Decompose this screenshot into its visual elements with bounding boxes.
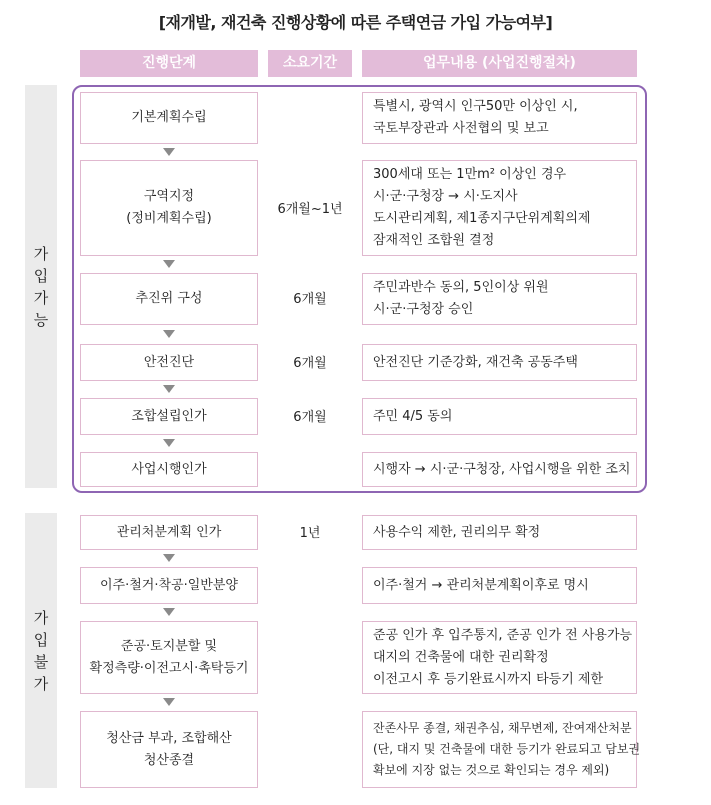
task-box bbox=[362, 452, 637, 487]
task-text: (단, 대지 및 건축물에 대한 등기가 완료되고 담보권 bbox=[373, 742, 641, 756]
stage-text: 기본계획수립 bbox=[131, 110, 207, 125]
group-char: 가 bbox=[33, 288, 49, 307]
task-box bbox=[362, 344, 637, 381]
task-box bbox=[362, 398, 637, 435]
task-text: 잔존사무 종결, 채권추심, 채무변제, 잔여재산처분 bbox=[373, 721, 632, 735]
task-text: 시·군·구청장 승인 bbox=[373, 302, 474, 317]
task-box bbox=[362, 160, 637, 256]
duration-text: 6개월 bbox=[293, 356, 327, 371]
stage-text: 사업시행인가 bbox=[131, 461, 207, 477]
stage-box bbox=[80, 92, 258, 144]
group-label-impossible bbox=[25, 513, 57, 788]
stage-text: 청산금 부과, 조합해산 bbox=[106, 730, 232, 746]
stage-text: 관리처분계획 인가 bbox=[116, 524, 222, 540]
stage-box bbox=[80, 398, 258, 435]
group-char: 능 bbox=[33, 310, 49, 329]
stage-box bbox=[80, 711, 258, 788]
task-text: 잠재적인 조합원 결정 bbox=[373, 233, 495, 248]
task-text: 주민과반수 동의, 5인이상 위원 bbox=[373, 280, 549, 295]
task-box bbox=[362, 515, 637, 550]
task-text: 300세대 또는 1만m² 이상인 경우 bbox=[373, 167, 567, 182]
task-box bbox=[362, 92, 637, 144]
duration-text: 1년 bbox=[299, 526, 321, 541]
down-arrow-icon bbox=[163, 260, 175, 268]
down-arrow-icon bbox=[163, 698, 175, 706]
stage-text: 추진위 구성 bbox=[135, 291, 203, 306]
duration-text: 6개월 bbox=[293, 410, 327, 425]
group-char: 불 bbox=[33, 652, 49, 671]
stage-text: 조합설립인가 bbox=[131, 408, 207, 424]
group-char: 입 bbox=[33, 266, 49, 285]
stage-box bbox=[80, 273, 258, 325]
stage-text: 안전진단 bbox=[143, 354, 195, 370]
task-box bbox=[362, 711, 641, 788]
header-duration: 소요기간 bbox=[268, 50, 352, 77]
group-char: 가 bbox=[33, 674, 49, 693]
task-text: 사용수익 제한, 권리의무 확정 bbox=[373, 524, 541, 540]
stage-text: 청산종결 bbox=[143, 752, 195, 768]
task-text: 주민 4/5 동의 bbox=[373, 408, 453, 424]
stage-box bbox=[80, 621, 258, 694]
task-text: 대지의 건축물에 대한 권리확정 bbox=[373, 649, 549, 665]
task-text: 도시관리계획, 제1종지구단위계획의제 bbox=[373, 211, 591, 226]
task-text: 준공 인가 후 입주통지, 준공 인가 전 사용가능 bbox=[373, 627, 633, 643]
duration-text: 6개월 bbox=[293, 292, 327, 307]
stage-box bbox=[80, 567, 258, 604]
down-arrow-icon bbox=[163, 148, 175, 156]
group-char: 가 bbox=[33, 244, 49, 263]
duration-text: 6개월~1년 bbox=[277, 202, 343, 217]
down-arrow-icon bbox=[163, 385, 175, 393]
down-arrow-icon bbox=[163, 554, 175, 562]
stage-text: (정비계획수립) bbox=[126, 211, 212, 226]
task-text: 이전고시 후 등기완료시까지 타등기 제한 bbox=[373, 671, 604, 687]
stage-text: 구역지정 bbox=[143, 189, 195, 204]
task-text: 특별시, 광역시 인구50만 이상인 시, bbox=[373, 99, 578, 114]
task-text: 시행자 → 시·군·구청장, 사업시행을 위한 조치 bbox=[373, 461, 631, 477]
task-text: 국토부장관과 사전협의 및 보고 bbox=[373, 121, 549, 136]
page-title: [재개발, 재건축 진행상황에 따른 주택연금 가입 가능여부] bbox=[158, 13, 553, 32]
stage-box bbox=[80, 515, 258, 550]
task-box bbox=[362, 621, 637, 694]
stage-box bbox=[80, 344, 258, 381]
down-arrow-icon bbox=[163, 330, 175, 338]
task-text: 이주·철거 → 관리처분계획이후로 명시 bbox=[373, 577, 589, 593]
group-label-possible bbox=[25, 85, 57, 488]
task-text: 시·군·구청장 → 시·도지사 bbox=[373, 189, 518, 204]
stage-text: 확정측량·이전고시·촉탁등기 bbox=[89, 660, 249, 676]
group-char: 가 bbox=[33, 608, 49, 627]
header-task: 업무내용 (사업진행절차) bbox=[362, 50, 637, 77]
stage-text: 이주·철거·착공·일반분양 bbox=[100, 577, 238, 593]
task-text: 안전진단 기준강화, 재건축 공동주택 bbox=[373, 354, 578, 370]
stage-box bbox=[80, 160, 258, 256]
down-arrow-icon bbox=[163, 608, 175, 616]
stage-text: 준공·토지분할 및 bbox=[120, 638, 218, 654]
task-box bbox=[362, 567, 637, 604]
header-stage: 진행단계 bbox=[80, 50, 258, 77]
group-char: 입 bbox=[33, 630, 49, 649]
down-arrow-icon bbox=[163, 439, 175, 447]
task-box bbox=[362, 273, 637, 325]
stage-box bbox=[80, 452, 258, 487]
task-text: 확보에 지장 없는 것으로 확인되는 경우 제외) bbox=[373, 763, 610, 777]
